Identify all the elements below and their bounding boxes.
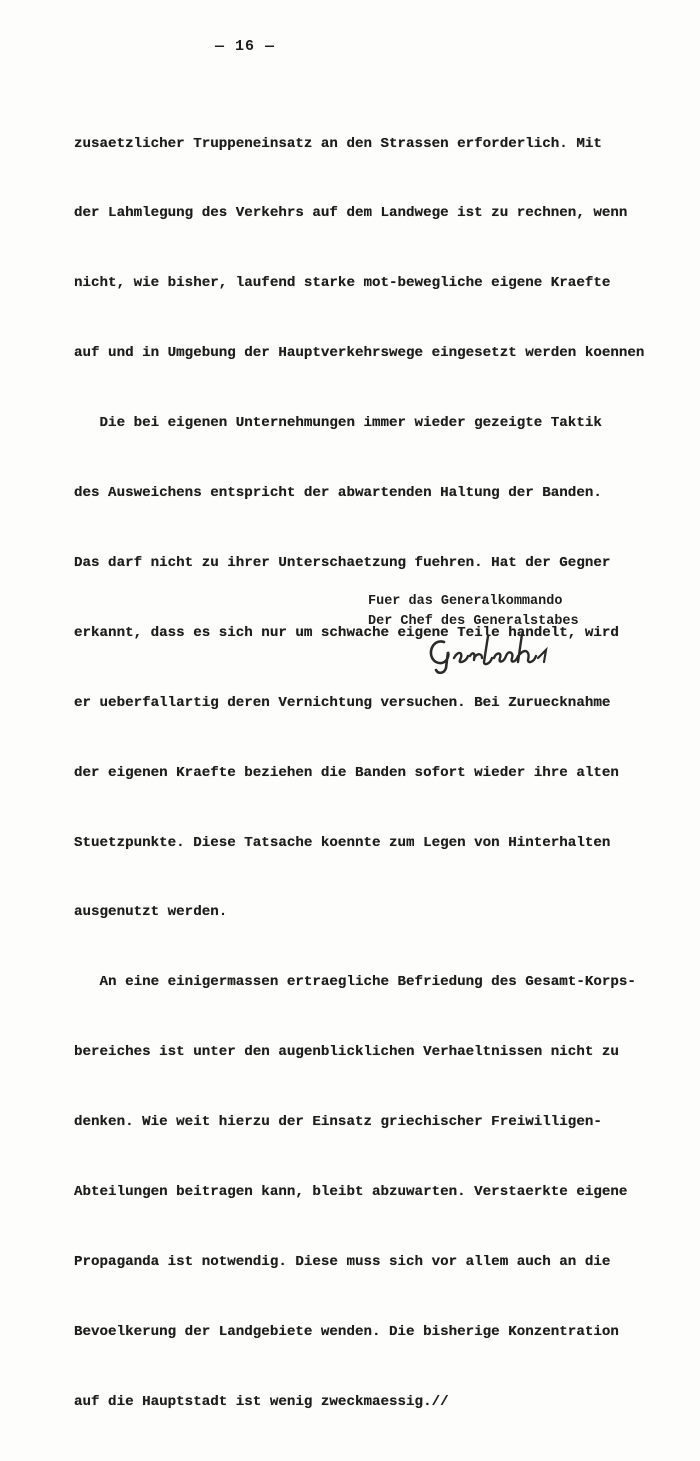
text-line: Stuetzpunkte. Diese Tatsache koennte zum Legen von Hinterhalten — [74, 834, 611, 851]
text-line: auf und in Umgebung der Hauptverkehrswege eingesetzt werden koennen — [74, 345, 645, 362]
text-line: Die bei eigenen Unternehmungen immer wieder gezeigte Taktik — [74, 415, 602, 432]
handwritten-signature — [422, 628, 582, 678]
body-text — [74, 86, 674, 1461]
text-line: Abteilungen beitragen kann, bleibt abzuwarten. Verstaerkte eigene — [74, 1183, 628, 1200]
text-line: bereiches ist unter den augenblicklichen Verhaeltnissen nicht zu — [74, 1044, 619, 1061]
signature-line-2: Der Chef des Generalstabes — [368, 614, 579, 629]
text-line: nicht, wie bisher, laufend starke mot-bewegliche eigene Kraefte — [74, 275, 611, 292]
text-line: ausgenutzt werden. — [74, 904, 228, 921]
text-line: Propaganda ist notwendig. Diese muss sich vor allem auch an die — [74, 1253, 611, 1270]
text-line: der Lahmlegung des Verkehrs auf dem Landwege ist zu rechnen, wenn — [74, 205, 628, 222]
text-line: erkannt, dass es sich nur um schwache eigene Teile handelt, wird — [74, 624, 619, 641]
text-line: zusaetzlicher Truppeneinsatz an den Strassen erforderlich. Mit — [74, 135, 602, 152]
text-line: denken. Wie weit hierzu der Einsatz griechischer Freiwilligen- — [74, 1114, 602, 1131]
text-line: er ueberfallartig deren Vernichtung versuchen. Bei Zuruecknahme — [74, 694, 611, 711]
text-line: des Ausweichens entspricht der abwartenden Haltung der Banden. — [74, 485, 602, 502]
text-line: Das darf nicht zu ihrer Unterschaetzung fuehren. Hat der Gegner — [74, 554, 611, 571]
text-line: An eine einigermassen ertraegliche Befriedung des Gesamt-Korps- — [74, 974, 636, 991]
text-line: Bevoelkerung der Landgebiete wenden. Die bisherige Konzentration — [74, 1323, 619, 1340]
text-line: auf die Hauptstadt ist wenig zweckmaessig.// — [74, 1393, 449, 1410]
signature-line-1: Fuer das Generalkommando — [368, 594, 563, 609]
page-number: — 16 — — [214, 38, 275, 55]
signature-block — [368, 592, 579, 632]
text-line: der eigenen Kraefte beziehen die Banden sofort wieder ihre alten — [74, 764, 619, 781]
